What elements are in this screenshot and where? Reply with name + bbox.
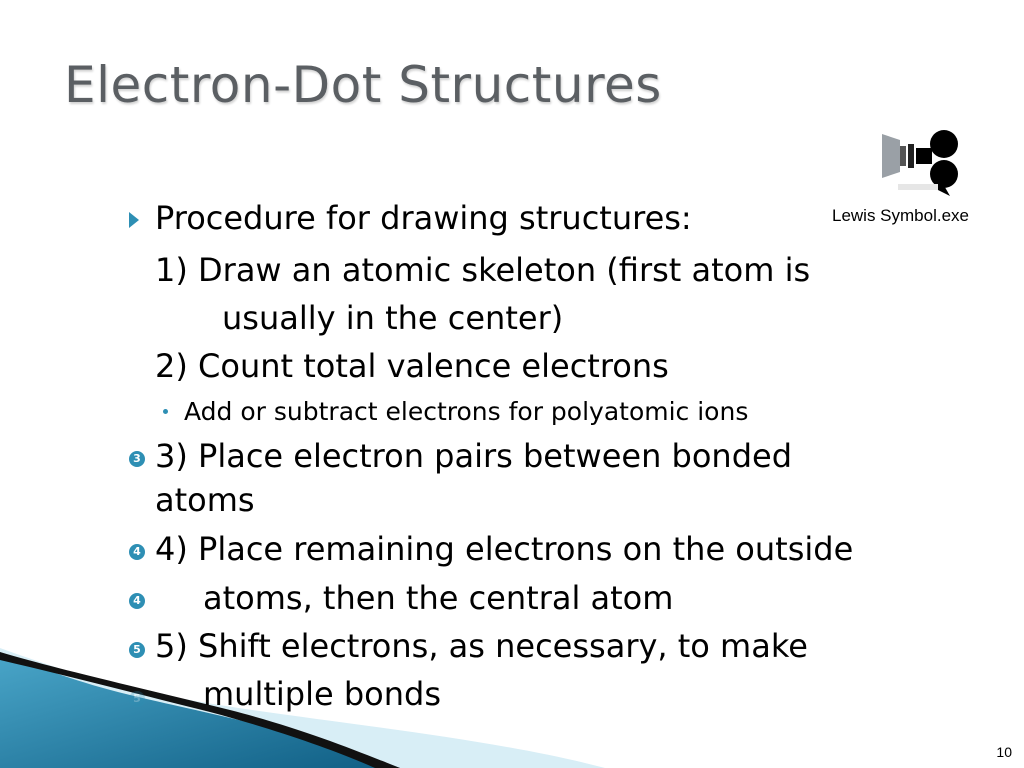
step4-line1: 4) Place remaining electrons on the outside: [155, 530, 854, 568]
numbered-bullet-3-icon: 3: [129, 451, 145, 467]
step5-line1: 5) Shift electrons, as necessary, to make: [155, 627, 808, 665]
bullet-arrow-icon: [129, 212, 139, 228]
step3-line2: atoms: [155, 481, 255, 519]
step3-line1: 3) Place electron pairs between bonded: [155, 437, 792, 475]
sub-bullet-dot-icon: [163, 409, 168, 414]
step5-line2: multiple bonds: [203, 675, 441, 713]
page-number: 10: [996, 744, 1012, 760]
bullet-main-text: Procedure for drawing structures:: [155, 199, 692, 237]
step1-line1: 1) Draw an atomic skeleton (first atom is: [155, 251, 811, 289]
step2-subtext: Add or subtract electrons for polyatomic ions: [184, 397, 749, 426]
step1-line2: usually in the center): [222, 299, 564, 337]
executable-icon[interactable]: [876, 124, 966, 204]
numbered-bullet-5-icon: 5: [129, 642, 145, 658]
slide-title: Electron-Dot Structures: [64, 56, 662, 114]
numbered-bullet-5b-icon: 5: [129, 691, 145, 707]
step2-text: 2) Count total valence electrons: [155, 347, 669, 385]
step4-line2: atoms, then the central atom: [203, 579, 674, 617]
numbered-bullet-4-icon: 4: [129, 544, 145, 560]
numbered-bullet-4b-icon: 4: [129, 593, 145, 609]
embedded-object-label[interactable]: Lewis Symbol.exe: [832, 206, 970, 225]
